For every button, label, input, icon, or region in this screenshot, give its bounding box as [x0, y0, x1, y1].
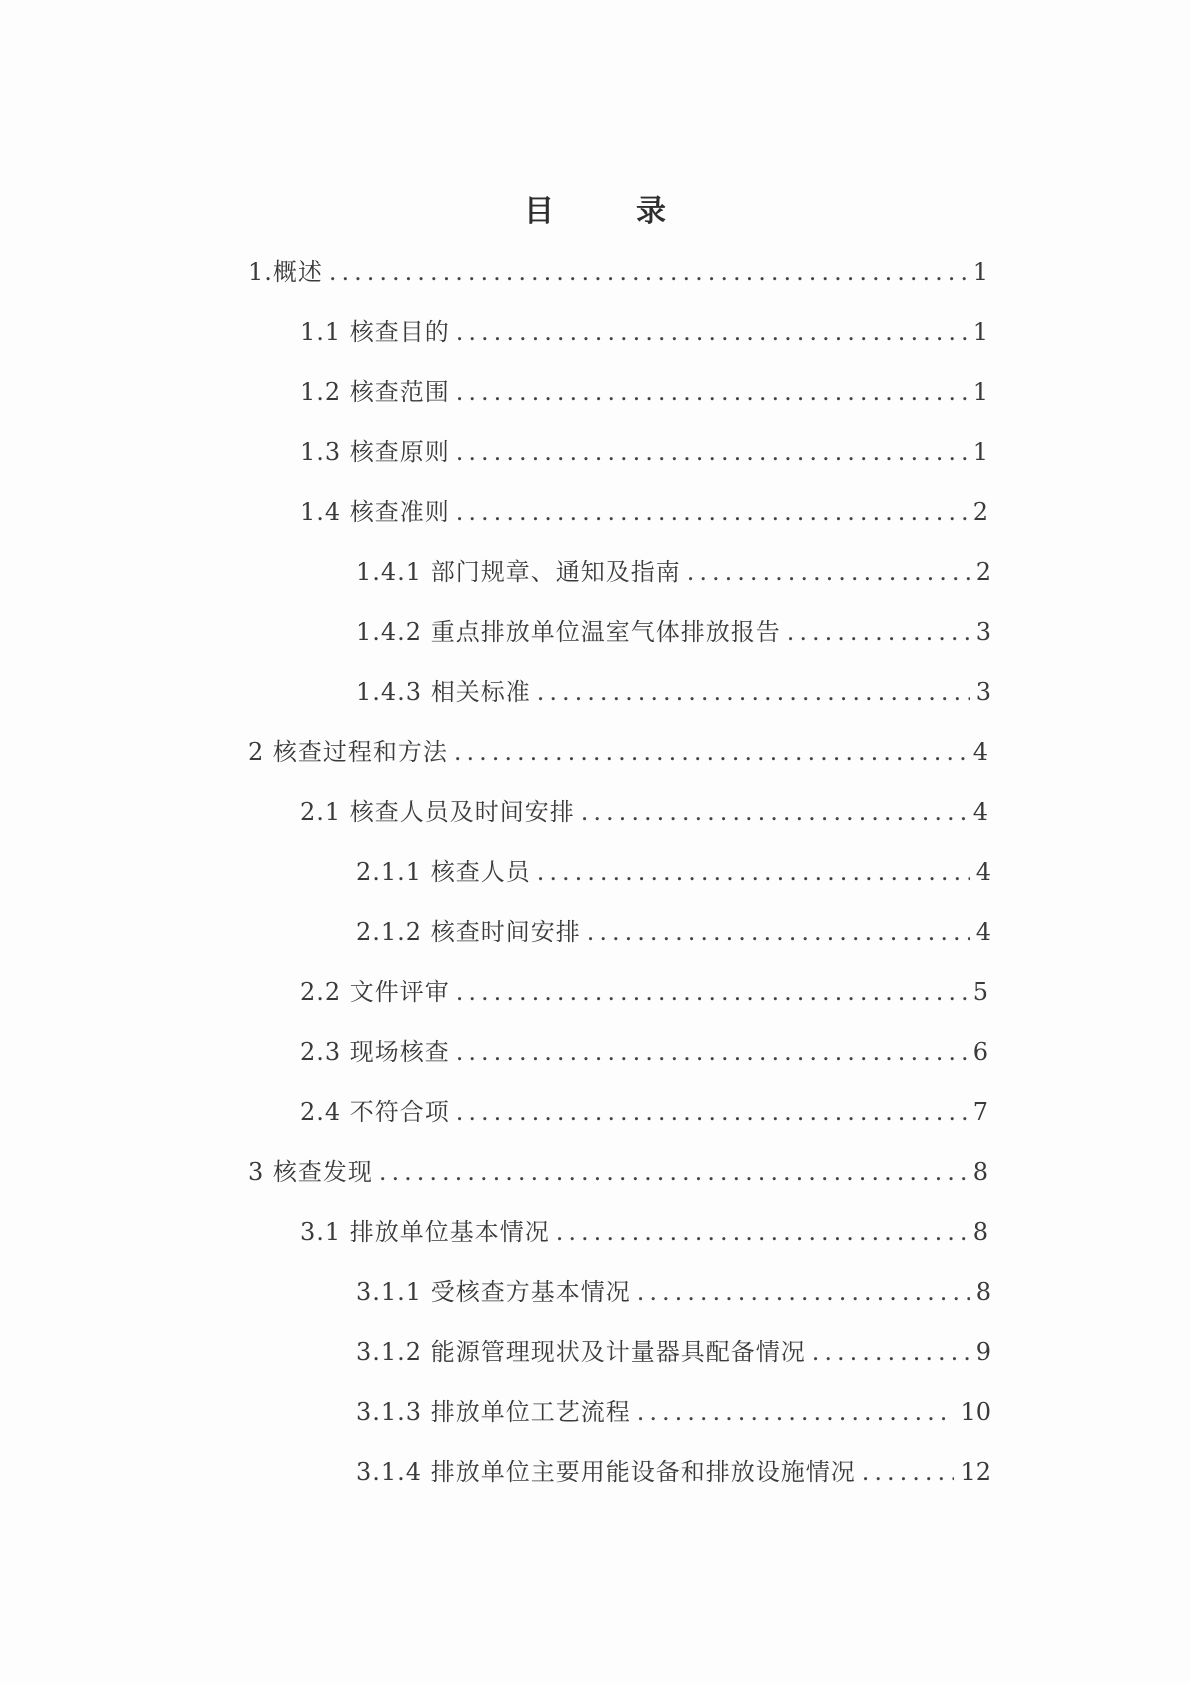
toc-dot-leader — [379, 1154, 967, 1190]
toc-entry[interactable] — [0, 1142, 1190, 1202]
toc-entry[interactable] — [0, 1022, 1190, 1082]
toc-page-number: 8 — [975, 1278, 991, 1306]
toc-entry-label: 2.1.1 核查人员 — [356, 858, 531, 886]
toc-dot-leader — [456, 374, 967, 410]
toc-dot-leader — [537, 674, 970, 710]
toc-dot-leader — [456, 314, 967, 350]
toc-page-number: 4 — [972, 798, 988, 826]
toc-page-number: 4 — [975, 918, 991, 946]
toc-entry-label: 2.2 文件评审 — [300, 978, 450, 1006]
toc-dot-leader — [456, 494, 967, 530]
toc-dot-leader — [637, 1394, 955, 1430]
toc-page-number: 9 — [975, 1338, 991, 1366]
toc-dot-leader — [456, 1034, 967, 1070]
toc-entry-label: 1.4.1 部门规章、通知及指南 — [356, 558, 681, 586]
toc-entry-label: 2.4 不符合项 — [300, 1098, 450, 1126]
toc-list — [0, 242, 1190, 1502]
toc-entry[interactable] — [0, 842, 1190, 902]
toc-entry[interactable] — [0, 422, 1190, 482]
toc-page-number: 12 — [960, 1458, 991, 1486]
toc-entry[interactable] — [0, 782, 1190, 842]
toc-entry[interactable] — [0, 362, 1190, 422]
toc-dot-leader — [587, 914, 970, 950]
toc-entry-label: 1.概述 — [248, 258, 323, 286]
toc-dot-leader — [581, 794, 967, 830]
toc-page-number: 4 — [975, 858, 991, 886]
toc-dot-leader — [862, 1454, 955, 1490]
toc-page-number: 6 — [972, 1038, 988, 1066]
toc-entry[interactable] — [0, 662, 1190, 722]
toc-entry-label: 2.1.2 核查时间安排 — [356, 918, 581, 946]
toc-dot-leader — [456, 434, 967, 470]
toc-page-number: 10 — [960, 1398, 991, 1426]
toc-entry-label: 3 核查发现 — [248, 1158, 373, 1186]
toc-dot-leader — [637, 1274, 970, 1310]
toc-entry[interactable] — [0, 962, 1190, 1022]
toc-entry-label: 2.1 核查人员及时间安排 — [300, 798, 575, 826]
toc-page-number: 4 — [972, 738, 988, 766]
toc-entry[interactable] — [0, 602, 1190, 662]
toc-entry-label: 1.2 核查范围 — [300, 378, 450, 406]
toc-entry[interactable] — [0, 302, 1190, 362]
toc-page-number: 8 — [972, 1158, 988, 1186]
toc-page-number: 7 — [972, 1098, 988, 1126]
toc-dot-leader — [787, 614, 970, 650]
toc-page-number: 3 — [975, 618, 991, 646]
toc-entry[interactable] — [0, 1322, 1190, 1382]
toc-entry-label: 3.1 排放单位基本情况 — [300, 1218, 550, 1246]
toc-entry-label: 3.1.3 排放单位工艺流程 — [356, 1398, 631, 1426]
toc-page-number: 1 — [972, 378, 988, 406]
toc-dot-leader — [687, 554, 970, 590]
toc-entry-label: 1.1 核查目的 — [300, 318, 450, 346]
toc-entry[interactable] — [0, 242, 1190, 302]
toc-page-number: 2 — [972, 498, 988, 526]
toc-page-number: 3 — [975, 678, 991, 706]
toc-dot-leader — [812, 1334, 970, 1370]
toc-dot-leader — [456, 974, 967, 1010]
toc-entry[interactable] — [0, 482, 1190, 542]
toc-entry-label: 1.3 核查原则 — [300, 438, 450, 466]
toc-entry-label: 1.4.3 相关标准 — [356, 678, 531, 706]
toc-entry[interactable] — [0, 1202, 1190, 1262]
toc-page-number: 2 — [975, 558, 991, 586]
toc-dot-leader — [537, 854, 970, 890]
toc-page-number: 1 — [972, 438, 988, 466]
toc-entry[interactable] — [0, 722, 1190, 782]
toc-entry[interactable] — [0, 1442, 1190, 1502]
toc-dot-leader — [329, 254, 967, 290]
toc-entry-label: 1.4.2 重点排放单位温室气体排放报告 — [356, 618, 781, 646]
page-title: 目 录 — [524, 194, 692, 229]
toc-page-number: 1 — [972, 318, 988, 346]
toc-entry[interactable] — [0, 1382, 1190, 1442]
toc-entry-label: 1.4 核查准则 — [300, 498, 450, 526]
toc-entry[interactable] — [0, 902, 1190, 962]
toc-page-number: 8 — [972, 1218, 988, 1246]
toc-entry[interactable] — [0, 1262, 1190, 1322]
toc-dot-leader — [454, 734, 967, 770]
toc-entry-label: 3.1.1 受核查方基本情况 — [356, 1278, 631, 1306]
toc-dot-leader — [456, 1094, 967, 1130]
toc-entry-label: 3.1.2 能源管理现状及计量器具配备情况 — [356, 1338, 806, 1366]
toc-page-number: 1 — [972, 258, 988, 286]
toc-entry-label: 2 核查过程和方法 — [248, 738, 448, 766]
toc-entry-label: 3.1.4 排放单位主要用能设备和排放设施情况 — [356, 1458, 856, 1486]
toc-page-number: 5 — [972, 978, 988, 1006]
toc-entry[interactable] — [0, 1082, 1190, 1142]
toc-dot-leader — [556, 1214, 967, 1250]
toc-entry[interactable] — [0, 542, 1190, 602]
toc-entry-label: 2.3 现场核查 — [300, 1038, 450, 1066]
